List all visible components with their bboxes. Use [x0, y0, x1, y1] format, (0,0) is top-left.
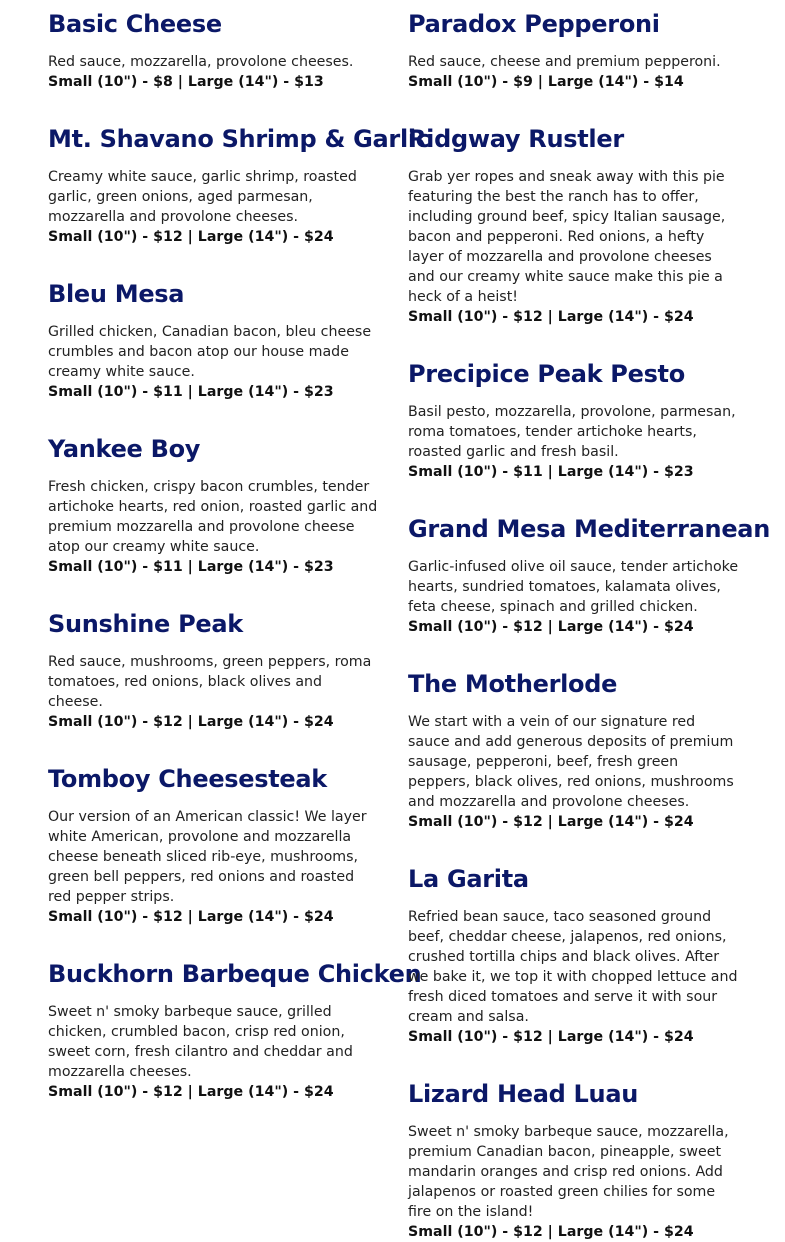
item-price: Small (10") - $12 | Large (14") - $24 [48, 229, 334, 245]
item-description: We start with a vein of our signature red sauce and add generous deposits of premium sausage, pepperoni, beef, fresh green peppers, black olives, red onions, mushrooms and mozzarella and provolone cheeses. [408, 714, 734, 810]
item-price: Small (10") - $12 | Large (14") - $24 [408, 814, 694, 830]
menu-item-mt-shavano [48, 125, 430, 247]
menu-item-ridgway-rustler [408, 125, 740, 327]
item-description: Red sauce, mushrooms, green peppers, roma tomatoes, red onions, black olives and cheese. [48, 654, 372, 710]
item-price: Small (10") - $12 | Large (14") - $24 [48, 1084, 334, 1100]
menu-item-buckhorn-bbq-chicken [48, 960, 422, 1102]
item-price: Small (10") - $11 | Large (14") - $23 [48, 559, 334, 575]
item-price: Small (10") - $9 | Large (14") - $14 [408, 74, 684, 90]
menu-column-left [48, 0, 430, 1242]
item-description: Red sauce, cheese and premium pepperoni. [408, 54, 721, 70]
item-price: Small (10") - $11 | Large (14") - $23 [408, 464, 694, 480]
item-title: Ridgway Rustler [408, 125, 624, 153]
item-title: The Motherlode [408, 670, 618, 698]
menu-column-right [408, 0, 770, 1242]
menu-item-the-motherlode [408, 670, 740, 832]
item-title: Bleu Mesa [48, 280, 185, 308]
menu-item-grand-mesa-mediterranean [408, 515, 770, 637]
item-description: Creamy white sauce, garlic shrimp, roasted garlic, green onions, aged parmesan, mozzarella and provolone cheeses. [48, 169, 357, 225]
item-description: Garlic-infused olive oil sauce, tender artichoke hearts, sundried tomatoes, kalamata olives, feta cheese, spinach and grilled chicken. [408, 559, 739, 615]
item-description: Red sauce, mozzarella, provolone cheeses. [48, 54, 354, 70]
item-price: Small (10") - $11 | Large (14") - $23 [48, 384, 334, 400]
item-description: Our version of an American classic! We layer white American, provolone and mozzarella cheese beneath sliced rib-eye, mushrooms, green bell peppers, red onions and roasted red pepper strips. [48, 809, 367, 905]
item-price: Small (10") - $12 | Large (14") - $24 [408, 309, 694, 325]
item-price: Small (10") - $8 | Large (14") - $13 [48, 74, 324, 90]
menu-item-lizard-head-luau [408, 1080, 740, 1242]
item-title: Mt. Shavano Shrimp & Garlic [48, 125, 430, 153]
item-title: Paradox Pepperoni [408, 10, 660, 38]
menu-item-la-garita [408, 865, 740, 1047]
item-title: Sunshine Peak [48, 610, 243, 638]
item-title: Precipice Peak Pesto [408, 360, 685, 388]
item-price: Small (10") - $12 | Large (14") - $24 [408, 1224, 694, 1240]
item-title: Basic Cheese [48, 10, 222, 38]
item-title: Grand Mesa Mediterranean [408, 515, 770, 543]
item-title: Tomboy Cheesesteak [48, 765, 327, 793]
item-title: La Garita [408, 865, 529, 893]
item-description: Refried bean sauce, taco seasoned ground beef, cheddar cheese, jalapenos, red onions, crushed tortilla chips and black olives. After we bake it, we top it with chopped lettuce and fresh diced tomatoes and serve it with sour cream and salsa. [408, 909, 738, 1025]
menu-item-yankee-boy [48, 435, 378, 577]
item-description: Sweet n' smoky barbeque sauce, mozzarella, premium Canadian bacon, pineapple, sweet mandarin oranges and crisp red onions. Add jalapenos or roasted green chilies for some fire on the island! [408, 1124, 729, 1220]
item-price: Small (10") - $12 | Large (14") - $24 [48, 909, 334, 925]
item-description: Basil pesto, mozzarella, provolone, parmesan, roma tomatoes, tender artichoke hearts, roasted garlic and fresh basil. [408, 404, 736, 460]
item-price: Small (10") - $12 | Large (14") - $24 [408, 619, 694, 635]
item-description: Fresh chicken, crispy bacon crumbles, tender artichoke hearts, red onion, roasted garlic and premium mozzarella and provolone cheese atop our creamy white sauce. [48, 479, 378, 555]
menu-item-bleu-mesa [48, 280, 378, 402]
item-title: Lizard Head Luau [408, 1080, 639, 1108]
menu-item-sunshine-peak [48, 610, 378, 732]
item-price: Small (10") - $12 | Large (14") - $24 [408, 1029, 694, 1045]
item-title: Yankee Boy [48, 435, 201, 463]
item-price: Small (10") - $12 | Large (14") - $24 [48, 714, 334, 730]
menu-item-paradox-pepperoni [408, 10, 740, 92]
item-description: Sweet n' smoky barbeque sauce, grilled chicken, crumbled bacon, crisp red onion, sweet corn, fresh cilantro and cheddar and mozzarella cheeses. [48, 1004, 353, 1080]
menu-item-tomboy-cheesesteak [48, 765, 378, 927]
item-title: Buckhorn Barbeque Chicken [48, 960, 422, 988]
menu-item-basic-cheese [48, 10, 378, 92]
item-description: Grab yer ropes and sneak away with this pie featuring the best the ranch has to offer, including ground beef, spicy Italian sausage, bacon and pepperoni. Red onions, a hefty layer of mozzarella and provolone cheeses and our creamy white sauce make this pie a heck of a heist! [408, 169, 726, 305]
menu-item-precipice-peak-pesto [408, 360, 740, 482]
item-description: Grilled chicken, Canadian bacon, bleu cheese crumbles and bacon atop our house made creamy white sauce. [48, 324, 372, 380]
